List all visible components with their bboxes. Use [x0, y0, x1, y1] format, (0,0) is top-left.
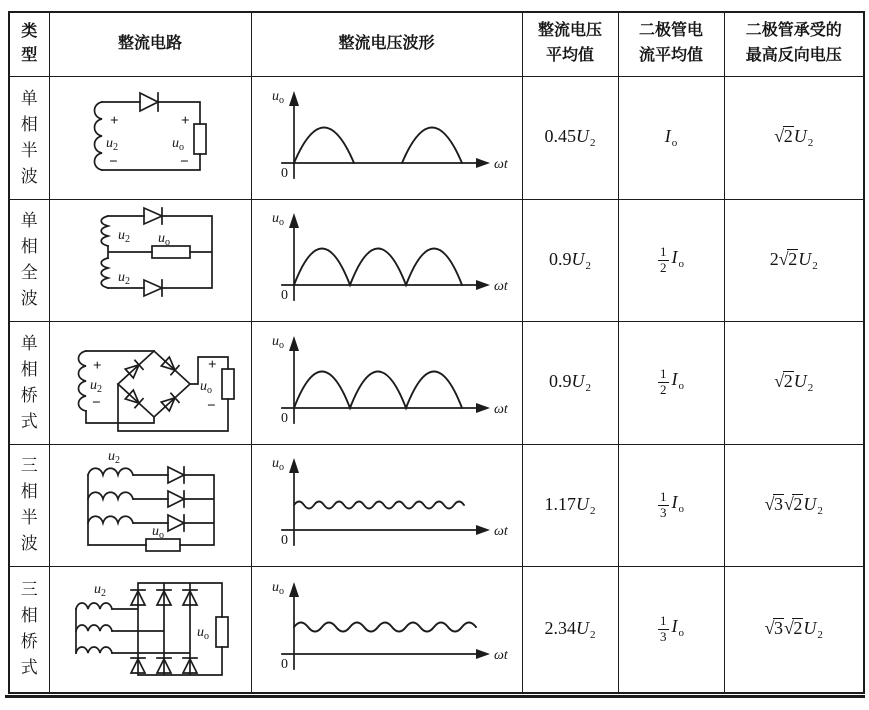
type-cell — [9, 76, 49, 199]
coil-winding — [101, 216, 108, 288]
circuit-diagram-three-phase-half-wave — [50, 445, 250, 565]
header-avg-voltage — [522, 12, 618, 76]
page-bottom-rule — [5, 695, 865, 698]
bridge-diamond — [118, 351, 190, 417]
diode-current-cell — [618, 76, 724, 199]
type-char: 波 — [20, 166, 38, 186]
u2-label: $u_2$ — [118, 228, 130, 245]
waveform-trace — [294, 502, 464, 509]
circuit-diagram-single-phase-bridge — [50, 323, 250, 443]
x-axis-arrow-icon — [476, 649, 490, 659]
type-char: 半 — [20, 508, 38, 527]
origin-label: 0 — [281, 657, 288, 673]
coil-winding — [76, 603, 112, 653]
circuit-cell — [49, 566, 251, 693]
avg-voltage-formula: $0.9U_2$ — [549, 248, 591, 272]
type-char: 相 — [20, 482, 38, 501]
plus-label: + — [181, 112, 190, 129]
u2-label: $u_2$ — [94, 582, 106, 600]
omega-t-label: ωt — [494, 524, 508, 539]
type-cell — [9, 444, 49, 566]
diode-symbol — [168, 515, 184, 531]
origin-label: 0 — [281, 165, 288, 181]
type-char: 相 — [20, 359, 38, 379]
u2-label: $u_2$ — [106, 135, 118, 153]
row-three-phase-half-wave — [9, 444, 864, 566]
diode-current-cell — [618, 566, 724, 693]
waveform-cell — [251, 444, 522, 566]
diode-current-formula: $I_o$ — [664, 126, 678, 149]
load-resistor — [194, 124, 206, 154]
max-reverse-formula: $2√2U_2$ — [769, 248, 818, 272]
rectifier-comparison-table-wrapper — [8, 11, 865, 694]
type-char: 波 — [20, 534, 38, 553]
diode-current-cell — [618, 199, 724, 321]
type-char: 桥 — [20, 632, 38, 652]
uo-label: $u_o$ — [152, 524, 164, 541]
type-char: 相 — [20, 114, 38, 134]
y-axis-arrow-icon — [289, 582, 299, 597]
waveform-trace — [294, 127, 462, 163]
header-diode-current — [618, 12, 724, 76]
header-avg-voltage-line2: 平均值 — [545, 47, 594, 65]
coil-winding — [95, 102, 103, 170]
waveform-cell — [251, 199, 522, 321]
waveform-half-wave — [254, 78, 519, 198]
header-diode-current-line2: 流平均值 — [638, 47, 703, 65]
avg-voltage-cell — [522, 321, 618, 444]
waveform-cell — [251, 321, 522, 444]
type-char: 单 — [20, 333, 38, 353]
x-axis-arrow-icon — [476, 403, 490, 413]
load-resistor — [222, 369, 234, 399]
diode-current-formula: $\frac{1}{3}$ $I_o$ — [660, 612, 684, 644]
diode-symbol — [144, 208, 162, 224]
coil-winding — [79, 351, 87, 411]
omega-t-label: ωt — [494, 401, 508, 417]
max-reverse-cell — [724, 566, 864, 693]
u2-label: $u_2$ — [108, 449, 120, 466]
u2-label: $u_2$ — [90, 377, 102, 395]
avg-voltage-formula: $2.34U_2$ — [544, 617, 596, 641]
type-char: 半 — [20, 140, 38, 160]
uo-axis-label: $u_o$ — [272, 88, 284, 106]
uo-label: $u_o$ — [200, 378, 212, 396]
uo-label: $u_o$ — [172, 135, 184, 153]
type-char: 单 — [20, 211, 38, 230]
max-reverse-cell — [724, 444, 864, 566]
type-char: 式 — [20, 411, 38, 431]
y-axis-arrow-icon — [289, 336, 299, 351]
type-cell — [9, 321, 49, 444]
avg-voltage-formula: $0.45U_2$ — [544, 126, 596, 149]
avg-voltage-cell — [522, 444, 618, 566]
row-single-phase-full-wave — [9, 199, 864, 321]
type-char: 桥 — [20, 385, 38, 405]
avg-voltage-formula: $0.9U_2$ — [549, 371, 591, 394]
type-char: 三 — [20, 456, 38, 475]
header-waveform: 整流电压波形 — [251, 12, 522, 76]
header-max-reverse-voltage — [724, 12, 864, 76]
circuit-cell — [49, 199, 251, 321]
max-reverse-formula: $√2U_2$ — [774, 371, 814, 394]
waveform-three-phase-ripple — [254, 445, 519, 565]
diode-current-formula: $\frac{1}{2}$ $I_o$ — [660, 366, 684, 397]
header-diode-current-line1: 二极管电 — [638, 22, 703, 40]
y-axis-arrow-icon — [289, 91, 299, 106]
uo-label: $u_o$ — [197, 625, 209, 643]
y-axis-arrow-icon — [289, 213, 299, 228]
uo-axis-label: $u_o$ — [272, 333, 284, 351]
avg-voltage-cell — [522, 76, 618, 199]
row-single-phase-bridge — [9, 321, 864, 444]
circuit-cell — [49, 444, 251, 566]
header-type — [9, 12, 49, 76]
diode-current-formula: $\frac{1}{3}$ $I_o$ — [660, 488, 684, 520]
max-reverse-cell — [724, 199, 864, 321]
origin-label: 0 — [281, 288, 288, 303]
x-axis-arrow-icon — [476, 280, 490, 290]
load-resistor — [152, 246, 190, 258]
circuit-cell — [49, 76, 251, 199]
header-type-line1: 类 — [21, 23, 38, 41]
diode-current-cell — [618, 444, 724, 566]
minus-label: − — [180, 153, 189, 170]
type-char: 三 — [20, 580, 38, 600]
origin-label: 0 — [281, 410, 288, 426]
waveform-cell — [251, 566, 522, 693]
header-circuit: 整流电路 — [49, 12, 251, 76]
waveform-three-phase-ripple — [254, 569, 519, 689]
circuit-wires — [88, 475, 214, 545]
header-max-reverse-line1: 二极管承受的 — [745, 22, 842, 40]
type-cell — [9, 566, 49, 693]
header-row — [9, 12, 864, 76]
avg-voltage-cell — [522, 566, 618, 693]
diode-symbol — [168, 491, 184, 507]
type-char: 式 — [20, 658, 38, 678]
circuit-diagram-single-phase-full-wave — [50, 200, 250, 320]
omega-t-label: ωt — [494, 279, 508, 294]
header-max-reverse-line2: 最高反向电压 — [745, 47, 842, 65]
waveform-trace — [294, 249, 462, 286]
omega-t-label: ωt — [494, 156, 508, 172]
avg-voltage-cell — [522, 199, 618, 321]
uo-label: $u_o$ — [158, 231, 170, 248]
plus-label: + — [110, 112, 119, 129]
avg-voltage-formula: $1.17U_2$ — [544, 493, 596, 517]
rectifier-comparison-table — [8, 11, 865, 694]
waveform-trace — [294, 371, 462, 408]
minus-label: − — [207, 397, 216, 414]
header-type-line2: 型 — [21, 47, 38, 65]
load-resistor — [216, 617, 228, 647]
waveform-full-wave — [254, 323, 519, 443]
diode-current-cell — [618, 321, 724, 444]
max-reverse-formula: $√2U_2$ — [774, 126, 814, 149]
origin-label: 0 — [281, 533, 288, 548]
minus-label: − — [92, 394, 101, 411]
type-char: 相 — [20, 606, 38, 626]
x-axis-arrow-icon — [476, 525, 490, 535]
plus-label: + — [93, 357, 102, 374]
diode-symbol — [140, 93, 158, 111]
plus-label: + — [208, 356, 217, 373]
header-avg-voltage-line1: 整流电压 — [537, 22, 602, 40]
type-char: 相 — [20, 237, 38, 256]
minus-label: − — [109, 153, 118, 170]
uo-axis-label: $u_o$ — [272, 456, 284, 473]
waveform-trace — [294, 623, 476, 632]
uo-axis-label: $u_o$ — [272, 211, 284, 228]
circuit-diagram-three-phase-bridge — [50, 569, 250, 689]
type-char: 全 — [20, 263, 38, 282]
waveform-full-wave — [254, 200, 519, 320]
type-cell — [9, 199, 49, 321]
uo-axis-label: $u_o$ — [272, 580, 284, 598]
max-reverse-formula: $√3√2U_2$ — [764, 617, 823, 641]
max-reverse-formula: $√3√2U_2$ — [764, 493, 823, 517]
coil-winding — [88, 468, 133, 523]
circuit-cell — [49, 321, 251, 444]
row-three-phase-bridge — [9, 566, 864, 693]
waveform-cell — [251, 76, 522, 199]
diode-symbol — [144, 280, 162, 296]
diode-symbol — [168, 467, 184, 483]
u2-label: $u_2$ — [118, 270, 130, 287]
type-char: 单 — [20, 88, 38, 108]
max-reverse-cell — [724, 321, 864, 444]
row-single-phase-half-wave — [9, 76, 864, 199]
circuit-diagram-single-phase-half-wave — [50, 78, 250, 198]
max-reverse-cell — [724, 76, 864, 199]
diode-current-formula: $\frac{1}{2}$ $I_o$ — [660, 243, 684, 275]
x-axis-arrow-icon — [476, 158, 490, 168]
omega-t-label: ωt — [494, 648, 508, 664]
type-char: 波 — [20, 289, 38, 308]
y-axis-arrow-icon — [289, 458, 299, 473]
